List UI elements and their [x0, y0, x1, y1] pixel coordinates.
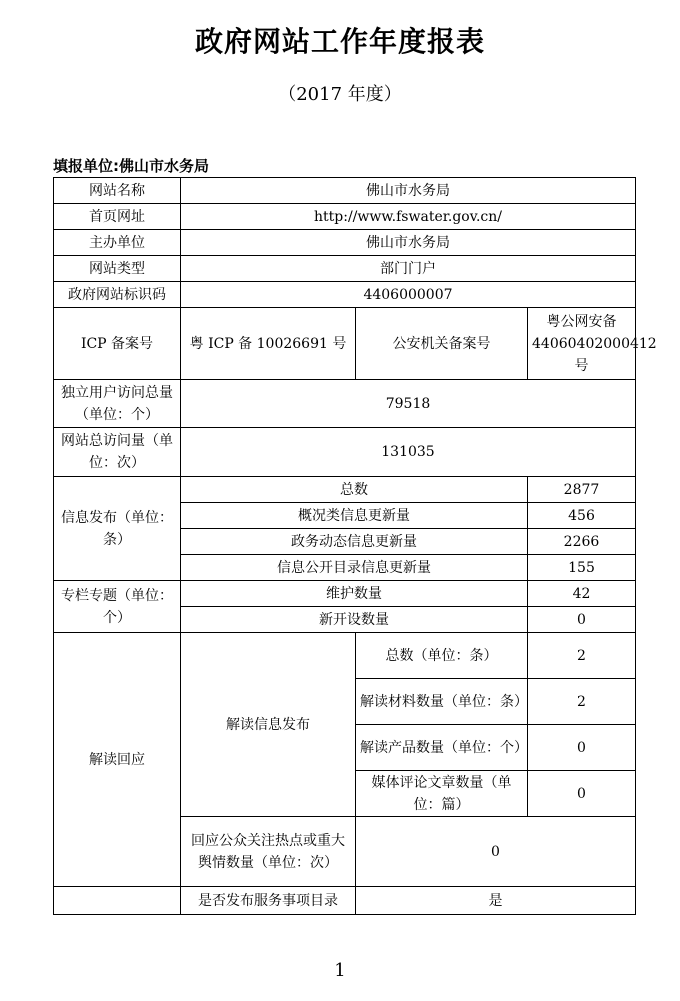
- interp-media-label: 媒体评论文章数量（单位：篇）: [356, 771, 528, 817]
- column-maintain-label: 维护数量: [181, 581, 528, 607]
- page-number: 1: [334, 960, 346, 981]
- home-url-value: http://www.fswater.gov.cn/: [181, 204, 636, 230]
- total-visits-value: 131035: [181, 428, 636, 477]
- icp-value: 粤 ICP 备 10026691 号: [181, 308, 356, 380]
- info-total-label: 总数: [181, 477, 528, 503]
- site-name-label: 网站名称: [54, 178, 181, 204]
- host-value: 佛山市水务局: [181, 230, 636, 256]
- info-news-label: 政务动态信息更新量: [181, 529, 528, 555]
- interp-product-value: 0: [528, 725, 636, 771]
- icp-label: ICP 备案号: [54, 308, 181, 380]
- police-record-label: 公安机关备案号: [356, 308, 528, 380]
- site-id-value: 4406000007: [181, 282, 636, 308]
- interp-product-label: 解读产品数量（单位：个）: [356, 725, 528, 771]
- total-visits-label: 网站总访问量（单位：次）: [54, 428, 181, 477]
- service-label: 是否发布服务事项目录: [181, 887, 356, 915]
- response-value: 0: [356, 817, 636, 887]
- service-empty-cell: [54, 887, 181, 915]
- info-catalog-label: 信息公开目录信息更新量: [181, 555, 528, 581]
- report-year: （2017 年度）: [278, 84, 402, 105]
- police-record-value: 粤公网安备44060402000412 号: [528, 308, 636, 380]
- interpretation-label: 解读回应: [54, 633, 181, 887]
- unique-visitors-label: 独立用户访问总量（单位：个）: [54, 380, 181, 428]
- info-overview-label: 概况类信息更新量: [181, 503, 528, 529]
- info-news-value: 2266: [528, 529, 636, 555]
- interpretation-publish-label: 解读信息发布: [181, 633, 356, 817]
- interp-total-label: 总数（单位：条）: [356, 633, 528, 679]
- column-topic-label: 专栏专题（单位：个）: [54, 581, 181, 633]
- filling-unit: 填报单位:佛山市水务局: [53, 157, 209, 175]
- page-title: 政府网站工作年度报表: [194, 25, 485, 58]
- host-label: 主办单位: [54, 230, 181, 256]
- interp-media-value: 0: [528, 771, 636, 817]
- column-new-label: 新开设数量: [181, 607, 528, 633]
- response-label: 回应公众关注热点或重大舆情数量（单位：次）: [181, 817, 356, 887]
- site-type-label: 网站类型: [54, 256, 181, 282]
- interp-material-label: 解读材料数量（单位：条）: [356, 679, 528, 725]
- service-value: 是: [356, 887, 636, 915]
- info-overview-value: 456: [528, 503, 636, 529]
- site-name-value: 佛山市水务局: [181, 178, 636, 204]
- site-type-value: 部门门户: [181, 256, 636, 282]
- column-new-value: 0: [528, 607, 636, 633]
- site-id-label: 政府网站标识码: [54, 282, 181, 308]
- info-publish-label: 信息发布（单位：条）: [54, 477, 181, 581]
- report-table: [53, 177, 657, 915]
- unique-visitors-value: 79518: [181, 380, 636, 428]
- home-url-label: 首页网址: [54, 204, 181, 230]
- column-maintain-value: 42: [528, 581, 636, 607]
- info-catalog-value: 155: [528, 555, 636, 581]
- interp-material-value: 2: [528, 679, 636, 725]
- info-total-value: 2877: [528, 477, 636, 503]
- interp-total-value: 2: [528, 633, 636, 679]
